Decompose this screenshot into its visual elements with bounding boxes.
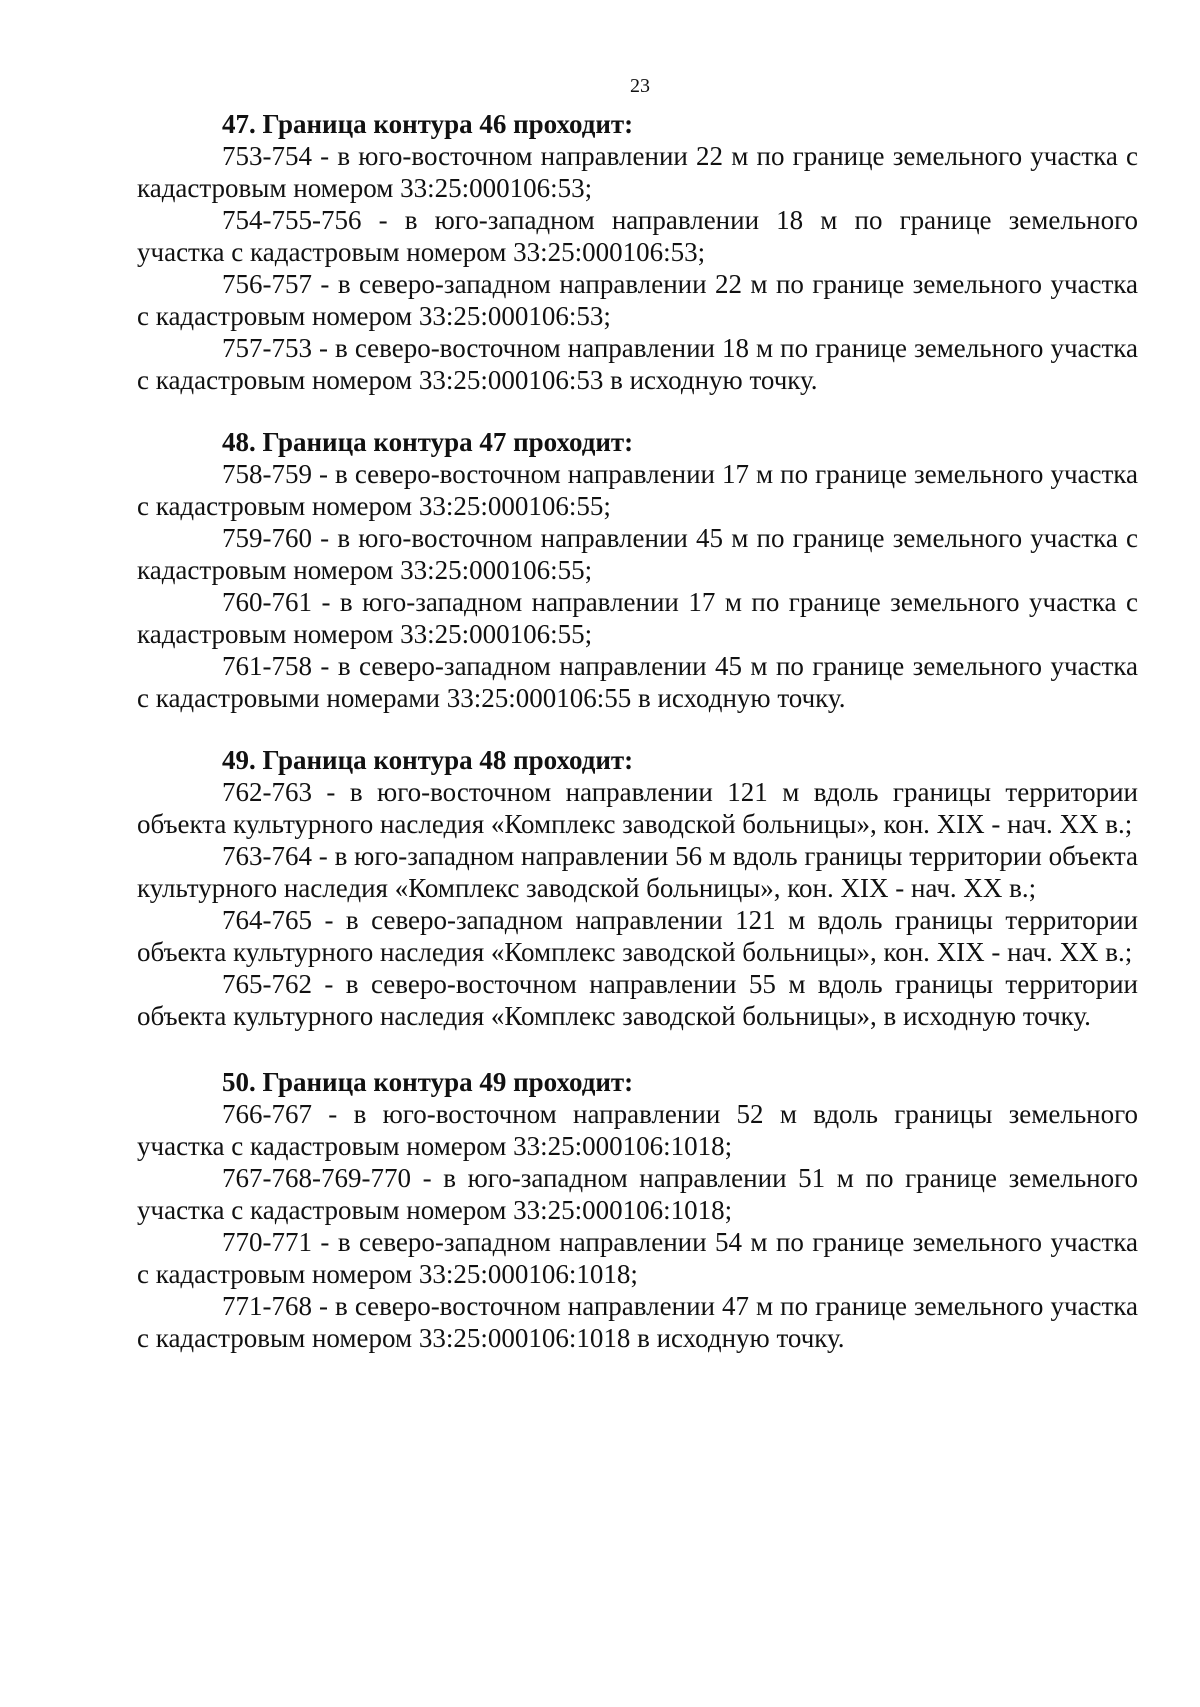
boundary-entry: 762-763 - в юго-восточном направлении 121 м вдоль границы территории объекта культурного наследия «Комплекс заводской больницы», кон. XIX - нач. XX в.; [137,777,1138,839]
boundary-entry: 760-761 - в юго-западном направлении 17 м по границе земельного участка с кадастровым номером 33:25:000106:55; [137,587,1138,649]
boundary-entry: 759-760 - в юго-восточном направлении 45 м по границе земельного участка с кадастровым номером 33:25:000106:55; [137,523,1138,585]
section-heading: 48. Граница контура 47 проходит: [222,427,634,457]
boundary-entry: 767-768-769-770 - в юго-западном направлении 51 м по границе земельного участка с кадастровым номером 33:25:000106:1018; [137,1163,1138,1225]
boundary-entry: 763-764 - в юго-западном направлении 56 м вдоль границы территории объекта культурного наследия «Комплекс заводской больницы», кон. XIX - нач. XX в.; [137,841,1138,903]
boundary-entry: 761-758 - в северо-западном направлении 45 м по границе земельного участка с кадастровыми номерами 33:25:000106:55 в исходную точку. [137,651,1138,713]
boundary-entry: 765-762 - в северо-восточном направлении 55 м вдоль границы территории объекта культурного наследия «Комплекс заводской больницы», в исходную точку. [137,969,1138,1031]
boundary-entry: 757-753 - в северо-восточном направлении 18 м по границе земельного участка с кадастровым номером 33:25:000106:53 в исходную точку. [137,333,1138,395]
boundary-entry: 753-754 - в юго-восточном направлении 22 м по границе земельного участка с кадастровым номером 33:25:000106:53; [137,141,1138,203]
section-50 [137,1066,1138,1354]
boundary-entry: 754-755-756 - в юго-западном направлении 18 м по границе земельного участка с кадастровым номером 33:25:000106:53; [137,205,1138,267]
section-heading: 49. Граница контура 48 проходит: [222,745,634,775]
boundary-entry: 771-768 - в северо-восточном направлении 47 м по границе земельного участка с кадастровым номером 33:25:000106:1018 в исходную точку. [137,1291,1138,1353]
section-heading: 50. Граница контура 49 проходит: [222,1067,634,1097]
boundary-entry: 758-759 - в северо-восточном направлении 17 м по границе земельного участка с кадастровым номером 33:25:000106:55; [137,459,1138,521]
boundary-entry: 764-765 - в северо-западном направлении 121 м вдоль границы территории объекта культурного наследия «Комплекс заводской больницы», кон. XIX - нач. XX в.; [137,905,1138,967]
section-heading: 47. Граница контура 46 проходит: [222,109,634,139]
boundary-entry: 756-757 - в северо-западном направлении 22 м по границе земельного участка с кадастровым номером 33:25:000106:53; [137,269,1138,331]
section-47 [137,108,1138,396]
boundary-entry: 770-771 - в северо-западном направлении 54 м по границе земельного участка с кадастровым номером 33:25:000106:1018; [137,1227,1138,1289]
section-48 [137,426,1138,714]
boundary-entry: 766-767 - в юго-восточном направлении 52 м вдоль границы земельного участка с кадастровым номером 33:25:000106:1018; [137,1099,1138,1161]
document-body [137,108,1138,1384]
page-number: 23 [630,75,650,97]
section-49 [137,744,1138,1032]
